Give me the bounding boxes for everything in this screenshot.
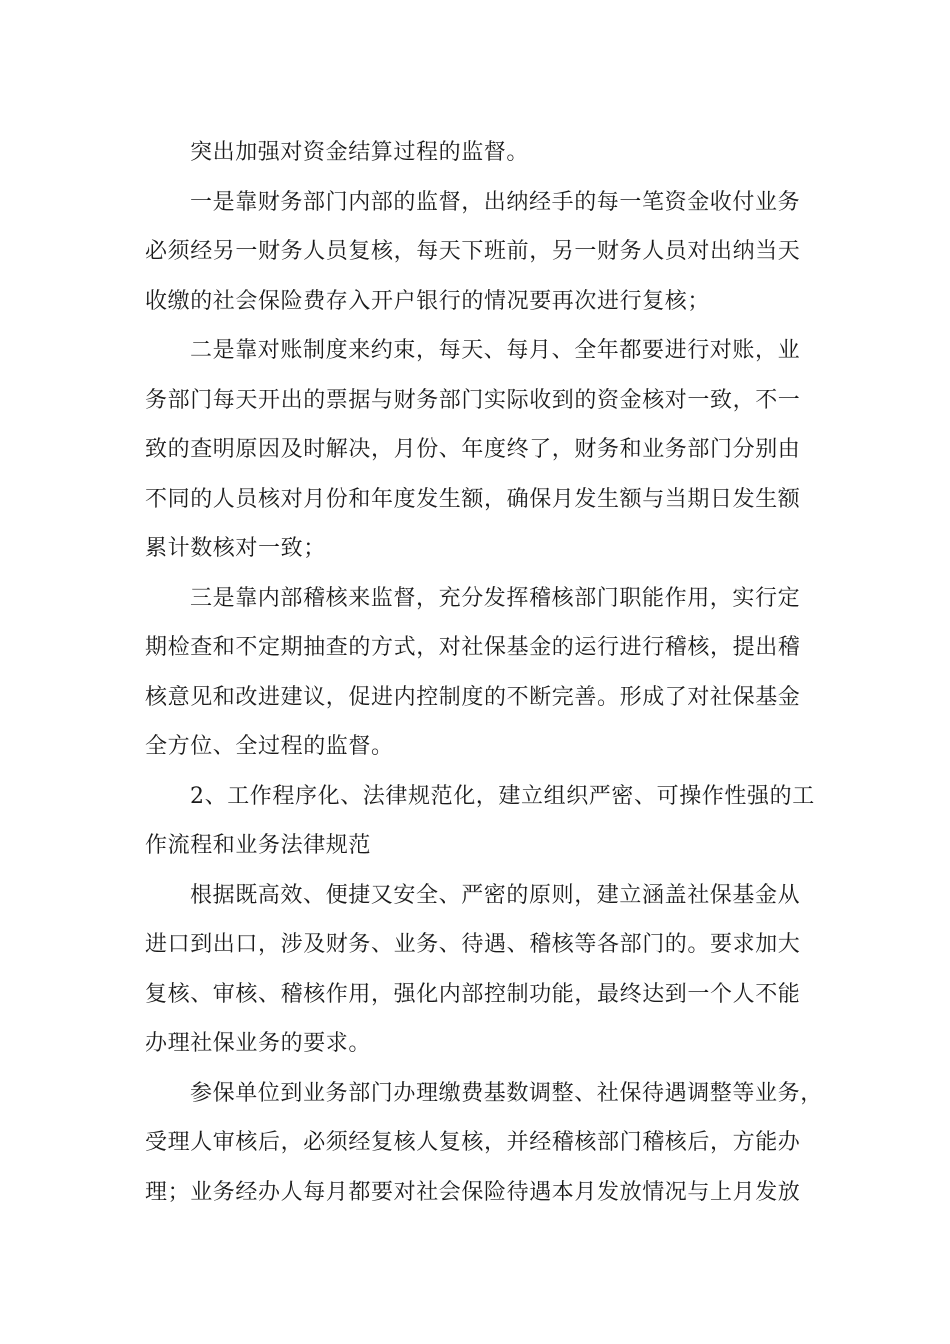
text-line: 根据既高效、便捷又安全、严密的原则，建立涵盖社保基金从 <box>190 882 801 908</box>
text-line: 致的查明原因及时解决，月份、年度终了，财务和业务部门分别由 <box>145 437 801 462</box>
text-line: 进口到出口，涉及财务、业务、待遇、稽核等各部门的。要求加大 <box>145 932 801 957</box>
document-body <box>145 128 823 1217</box>
text-line: 期检查和不定期抽查的方式，对社保基金的运行进行稽核，提出稽 <box>145 635 801 660</box>
text-line: 参保单位到业务部门办理缴费基数调整、社保待遇调整等业务， <box>190 1080 823 1106</box>
text-line: 理；业务经办人每月都要对社会保险待遇本月发放情况与上月发放 <box>145 1179 801 1205</box>
text-line: 累计数核对一致； <box>145 536 326 561</box>
text-line: 三是靠内部稽核来监督，充分发挥稽核部门职能作用，实行定 <box>190 585 801 611</box>
text-line: 全方位、全过程的监督。 <box>145 734 394 759</box>
text-line: 不同的人员核对月份和年度发生额，确保月发生额与当期日发生额 <box>145 486 801 512</box>
text-line: 办理社保业务的要求。 <box>145 1031 372 1056</box>
text-line: 务部门每天开出的票据与财务部门实际收到的资金核对一致，不一 <box>145 387 801 413</box>
text-line: 收缴的社会保险费存入开户银行的情况要再次进行复核； <box>145 288 711 314</box>
text-line: 作流程和业务法律规范 <box>145 833 372 858</box>
text-line: 突出加强对资金结算过程的监督。 <box>190 140 530 165</box>
text-line: 必须经另一财务人员复核，每天下班前，另一财务人员对出纳当天 <box>145 239 801 264</box>
text-line: 二是靠对账制度来约束，每天、每月、全年都要进行对账，业 <box>190 338 801 363</box>
text-line: 2、工作程序化、法律规范化，建立组织严密、可操作性强的工 <box>190 783 815 809</box>
text-line: 一是靠财务部门内部的监督，出纳经手的每一笔资金收付业务 <box>190 189 801 215</box>
text-line: 受理人审核后，必须经复核人复核，并经稽核部门稽核后，方能办 <box>145 1130 801 1155</box>
text-line: 核意见和改进建议，促进内控制度的不断完善。形成了对社保基金 <box>145 684 801 710</box>
text-line: 复核、审核、稽核作用，强化内部控制功能，最终达到一个人不能 <box>145 981 801 1007</box>
